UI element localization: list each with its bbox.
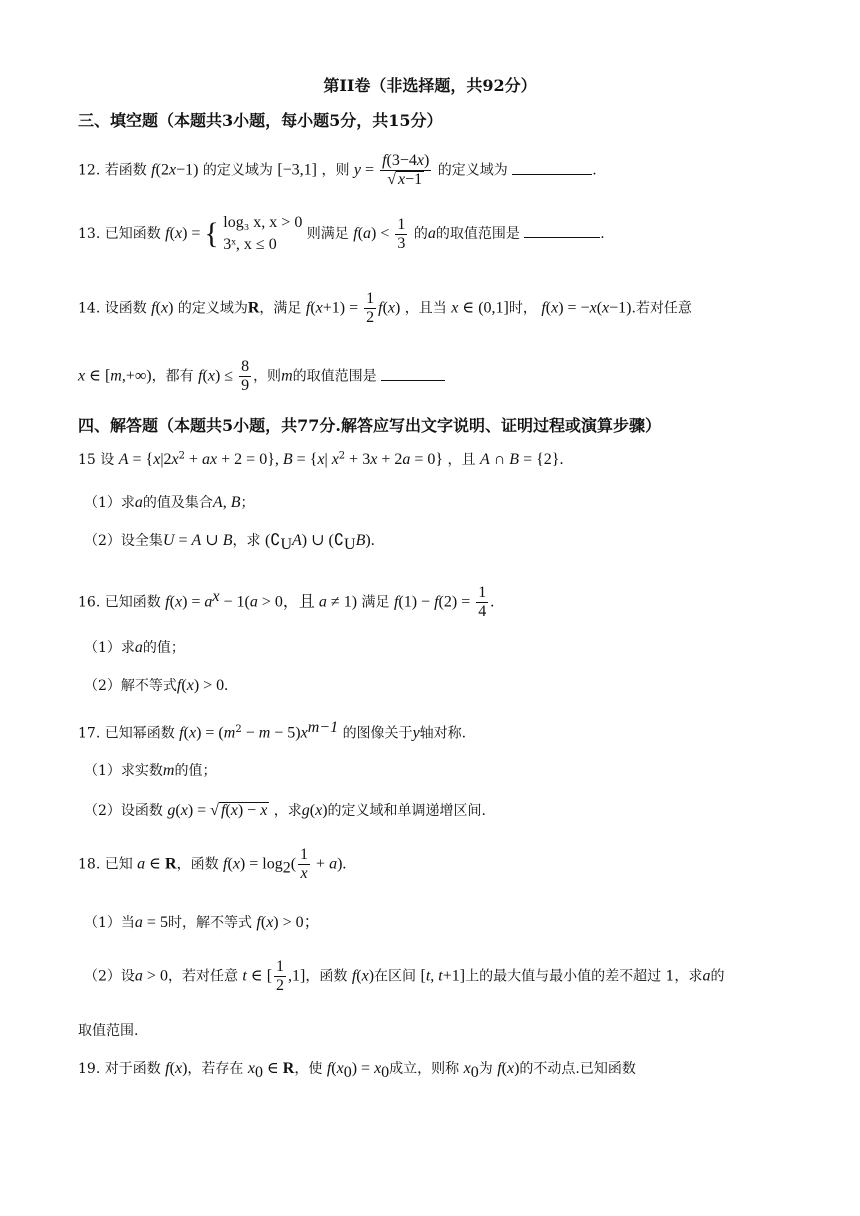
part-title: 第II卷（非选择题，共92分） xyxy=(323,76,537,95)
question-14: 14. 设函数 f(x) 的定义域为R，满足 f(x+1) = $\frac{1}{2}$ f(x) ，且当 x ∈ (0,1]时， f(x) = −x(x−1).若对任意 xyxy=(78,290,692,326)
section-solutions: 四、解答题（本题共5小题，共77分.解答应写出文字说明、证明过程或演算步骤） xyxy=(78,416,661,435)
section-fill-in: 三、填空题（本题共3小题，每小题5分，共15分） xyxy=(78,111,443,130)
question-17-part2: （2）设函数 g(x) = √ f(x) − x ，求g(x)的定义域和单调递增区间. xyxy=(84,802,486,819)
question-16-part1: （1）求a的值； xyxy=(84,639,185,656)
question-16-part2: （2）解不等式f(x) > 0. xyxy=(84,677,229,694)
question-18-part1: （1）当a = 5时，解不等式 f(x) > 0； xyxy=(84,914,320,931)
answer-blank xyxy=(381,380,445,381)
question-15-part1: （1）求a的值及集合A, B； xyxy=(84,494,255,511)
question-14-cont: x ∈ [m,+∞)，都有 f(x) ≤ $\frac{8}{9}$ ，则m的取值范围是 xyxy=(78,358,445,395)
question-18-cont: 取值范围. xyxy=(78,1023,139,1039)
question-18-part2: （2）设a > 0，若对任意 t ∈ [ $\frac{1}{2}$ ,1]，函数 f(x)在区间 [t, t+1]上的最大值与最小值的差不超过 1，求a的 xyxy=(84,958,725,994)
question-15: 15 设 $A = \{x|2x^2$ + ax + 2 = 0}, B = {x| $x^2 + 3x + 2a = 0$} ，且 A ∩ B = {2}. xyxy=(78,450,564,468)
question-17: 17. 已知幂函数 $f(x) = (m^2 - m - 5)x^{m-1}$ 的图像关于y轴对称. xyxy=(78,719,467,742)
answer-blank xyxy=(512,174,592,175)
question-12: 12. 若函数 f(2x−1) 的定义域为 [−3,1] ，则 y = $\frac{f(3-4x)}{√ x-1}$ 的定义域为 . xyxy=(78,152,597,188)
question-19: 19. 对于函数 f(x)，若存在 $x_0$ ∈ R，使 $f(x_0) = x_0$成立，则称 $x_0$为 f(x)的不动点.已知函数 xyxy=(78,1060,636,1081)
question-18: 18. 已知 a ∈ R，函数 $f(x) = \log_2$( $\frac{1}{x}$ + a). xyxy=(78,846,347,882)
answer-blank xyxy=(524,237,600,238)
question-13: 13. 已知函数 f(x) = { log₃ x, x > 0 3ˣ, x ≤ 0 则满足 f(a) < $\frac{1}{3}$ 的a的取值范围是 . xyxy=(78,214,605,253)
question-16: 16. 已知函数 $f(x) = a^x - 1(a > 0$，且 a ≠ 1) 满足 f(1) − f(2) = $\frac{1}{4}$ . xyxy=(78,584,495,620)
question-17-part1: （1）求实数m的值； xyxy=(84,762,217,779)
question-15-part2: （2）设全集U = A ∪ B，求 $(∁_UA)$ ∪ $(∁_UB)$. xyxy=(84,532,375,553)
